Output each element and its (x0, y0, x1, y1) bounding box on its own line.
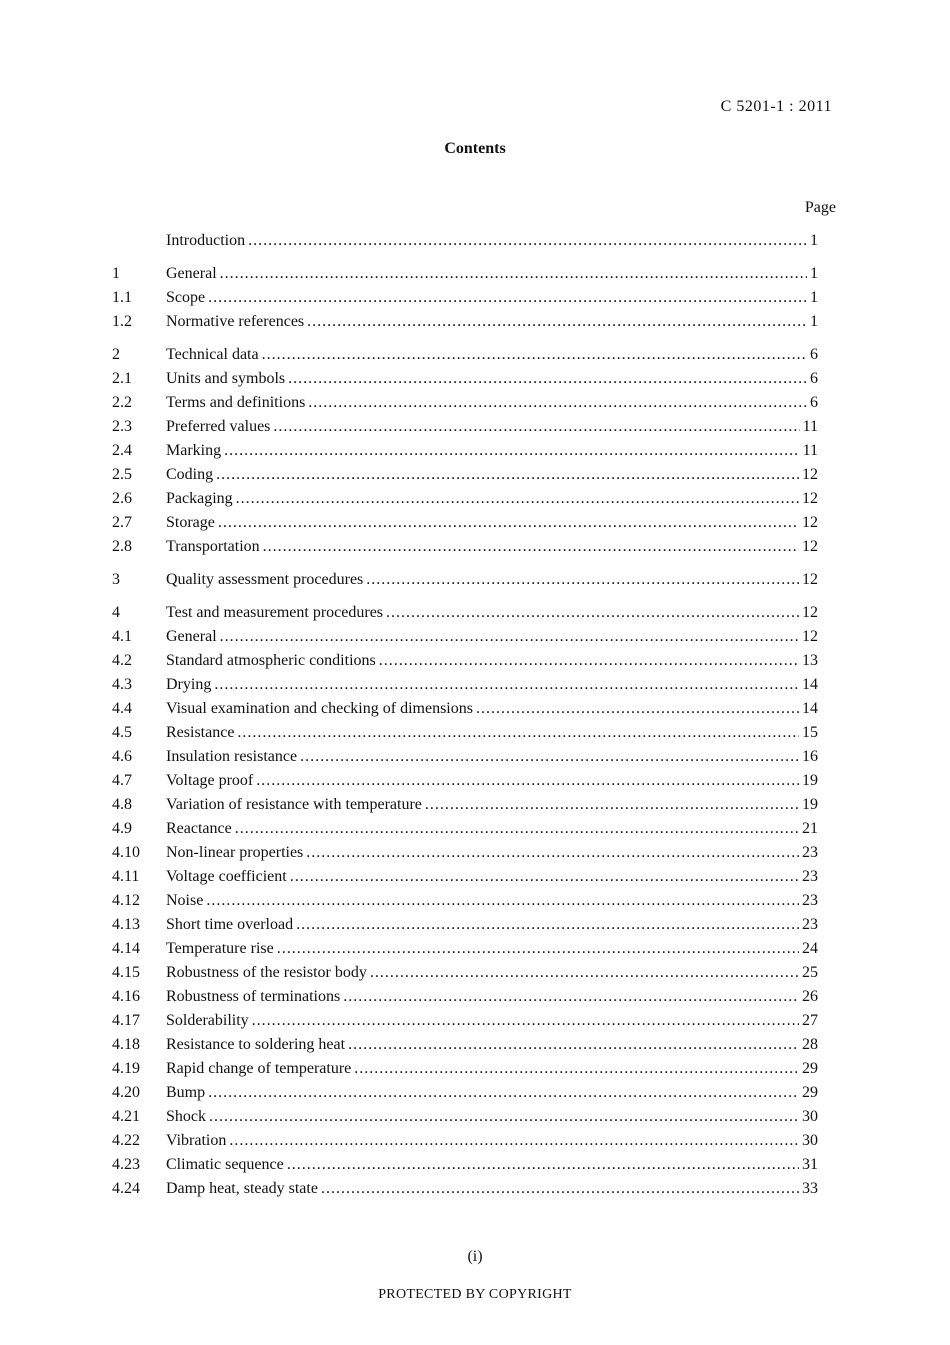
toc-entry[interactable] (112, 1153, 818, 1177)
toc-entry-title: Solderability (166, 1012, 249, 1029)
toc-entry[interactable] (112, 1177, 818, 1201)
toc-entry[interactable] (112, 865, 818, 889)
toc-entry-title: Rapid change of temperature (166, 1060, 352, 1077)
toc-entry-number: 4.16 (112, 988, 140, 1005)
footer-page-number: (i) (467, 1248, 483, 1265)
page-column-label: Page (804, 199, 836, 216)
toc-entry[interactable] (112, 817, 818, 841)
toc-entry[interactable] (112, 286, 818, 310)
toc-entry-title: Storage (166, 514, 215, 531)
dot-leader (386, 601, 799, 625)
dot-leader (235, 817, 799, 841)
toc-entry[interactable] (112, 367, 818, 391)
toc-entry[interactable] (112, 1033, 818, 1057)
toc-entry-title: Introduction (166, 232, 246, 249)
toc-entry-number: 1 (112, 265, 120, 282)
toc-entry-title: Insulation resistance (166, 748, 298, 765)
toc-entry-title: Reactance (166, 820, 232, 837)
dot-leader (277, 937, 799, 961)
toc-entry-page: 11 (802, 442, 818, 459)
toc-entry-page: 1 (810, 232, 818, 249)
dot-leader (218, 511, 799, 535)
toc-entry-number: 4.24 (112, 1180, 140, 1197)
toc-entry-title: Transportation (166, 538, 260, 555)
dot-leader (370, 961, 799, 985)
toc-entry[interactable] (112, 391, 818, 415)
dot-leader (220, 262, 807, 286)
toc-entry-page: 21 (802, 820, 818, 837)
toc-entry-page: 1 (810, 313, 818, 330)
dot-leader (262, 343, 807, 367)
dot-leader (208, 286, 807, 310)
toc-entry[interactable] (112, 841, 818, 865)
toc-entry-page: 23 (802, 844, 818, 861)
toc-entry-number: 4.4 (112, 700, 132, 717)
dot-leader (236, 487, 799, 511)
copyright-notice: PROTECTED BY COPYRIGHT (378, 1287, 572, 1302)
toc-entry-page: 29 (802, 1084, 818, 1101)
toc-entry-page: 19 (802, 772, 818, 789)
dot-leader (366, 568, 799, 592)
toc-entry-title: Coding (166, 466, 214, 483)
toc-entry-number: 4.5 (112, 724, 132, 741)
toc-entry-page: 33 (802, 1180, 818, 1197)
toc-entry[interactable] (112, 937, 818, 961)
toc-entry-page: 15 (802, 724, 818, 741)
toc-entry-number: 4.8 (112, 796, 132, 813)
dot-leader (343, 985, 799, 1009)
dot-leader (237, 721, 799, 745)
toc-entry-number: 4.21 (112, 1108, 140, 1125)
toc-entry[interactable] (112, 673, 818, 697)
dot-leader (379, 649, 799, 673)
toc-entry-title: Bump (166, 1084, 206, 1101)
toc-entry-number: 4.9 (112, 820, 132, 837)
dot-leader (273, 415, 799, 439)
toc-entry[interactable] (112, 535, 818, 559)
toc-entry-page: 28 (802, 1036, 818, 1053)
toc-entry-number: 4.12 (112, 892, 140, 909)
toc-entry[interactable] (112, 625, 818, 649)
toc-entry-page: 23 (802, 892, 818, 909)
toc-entry-title: Robustness of the resistor body (166, 964, 367, 981)
toc-entry-title: General (166, 265, 217, 282)
page-title: Contents (444, 140, 506, 157)
toc-entry-page: 30 (802, 1132, 818, 1149)
toc-entry-number: 2.5 (112, 466, 132, 483)
toc-entry-page: 11 (802, 418, 818, 435)
toc-entry[interactable] (112, 889, 818, 913)
toc-entry[interactable] (112, 511, 818, 535)
dot-leader (290, 865, 799, 889)
toc-entry-number: 4.11 (112, 868, 140, 885)
toc-entry-title: Standard atmospheric conditions (166, 652, 376, 669)
dot-leader (208, 1081, 799, 1105)
toc-entry-page: 16 (802, 748, 818, 765)
dot-leader (248, 229, 807, 253)
toc-entry[interactable] (112, 1081, 818, 1105)
toc-entry[interactable] (112, 568, 818, 592)
toc-entry-page: 12 (802, 466, 818, 483)
toc-entry[interactable] (112, 229, 818, 253)
toc-entry-title: Voltage coefficient (166, 868, 287, 885)
toc-entry-number: 1.1 (112, 289, 132, 306)
toc-entry-page: 13 (802, 652, 818, 669)
toc-entry-number: 1.2 (112, 313, 132, 330)
toc-entry[interactable] (112, 745, 818, 769)
toc-entry-number: 2.1 (112, 370, 132, 387)
toc-entry-page: 30 (802, 1108, 818, 1125)
toc-entry-title: General (166, 628, 217, 645)
toc-entry-page: 6 (810, 394, 818, 411)
toc-entry-number: 2.7 (112, 514, 132, 531)
toc-entry-title: Normative references (166, 313, 305, 330)
toc-entry-page: 19 (802, 796, 818, 813)
toc-entry-title: Packaging (166, 490, 233, 507)
dot-leader (229, 1129, 799, 1153)
dot-leader (256, 769, 799, 793)
toc-entry-page: 25 (802, 964, 818, 981)
toc-entry-number: 4.14 (112, 940, 140, 957)
toc-entry-number: 4.22 (112, 1132, 140, 1149)
toc-entry[interactable] (112, 961, 818, 985)
toc-entry[interactable] (112, 310, 818, 334)
toc-entry[interactable] (112, 415, 818, 439)
dot-leader (307, 310, 807, 334)
toc-entry-title: Short time overload (166, 916, 294, 933)
toc-entry-number: 4.20 (112, 1084, 140, 1101)
dot-leader (308, 391, 807, 415)
toc-entry[interactable] (112, 1105, 818, 1129)
toc-entry[interactable] (112, 601, 818, 625)
dot-leader (296, 913, 799, 937)
toc-entry[interactable] (112, 913, 818, 937)
toc-entry-page: 1 (810, 289, 818, 306)
toc-entry-page: 1 (810, 265, 818, 282)
toc-entry-page: 12 (802, 490, 818, 507)
toc-entry-page: 31 (802, 1156, 818, 1173)
toc-entry-title: Non-linear properties (166, 844, 304, 861)
toc-entry-title: Drying (166, 676, 212, 693)
toc-entry-page: 26 (802, 988, 818, 1005)
toc-entry-title: Test and measurement procedures (166, 604, 384, 621)
toc-entry-number: 4.1 (112, 628, 132, 645)
toc-entry-number: 4.3 (112, 676, 132, 693)
toc-entry-title: Shock (166, 1108, 206, 1125)
toc-entry-page: 6 (810, 370, 818, 387)
dot-leader (252, 1009, 799, 1033)
toc-entry-number: 4.19 (112, 1060, 140, 1077)
toc-entry-number: 4.18 (112, 1036, 140, 1053)
toc-entry-number: 4.7 (112, 772, 132, 789)
toc-entry-title: Voltage proof (166, 772, 254, 789)
toc-entry-number: 4.17 (112, 1012, 140, 1029)
dot-leader (220, 625, 799, 649)
dot-leader (476, 697, 799, 721)
toc-entry-title: Quality assessment procedures (166, 571, 364, 588)
toc-entry-page: 6 (810, 346, 818, 363)
dot-leader (288, 367, 807, 391)
toc-entry-page: 14 (802, 676, 818, 693)
toc-entry-page: 29 (802, 1060, 818, 1077)
toc-entry-page: 12 (802, 571, 818, 588)
dot-leader (354, 1057, 799, 1081)
toc-entry-title: Visual examination and checking of dimensions (166, 700, 473, 717)
toc-entry-number: 4.23 (112, 1156, 140, 1173)
toc-entry-number: 4.2 (112, 652, 132, 669)
toc-entry-title: Preferred values (166, 418, 271, 435)
toc-entry-title: Marking (166, 442, 222, 459)
toc-entry[interactable] (112, 697, 818, 721)
dot-leader (224, 439, 799, 463)
toc-entry-title: Scope (166, 289, 206, 306)
toc-entry-number: 4 (112, 604, 120, 621)
toc-entry[interactable] (112, 262, 818, 286)
toc-entry-number: 2.4 (112, 442, 132, 459)
table-of-contents (112, 229, 818, 1201)
toc-entry-number: 2 (112, 346, 120, 363)
toc-entry-page: 23 (802, 916, 818, 933)
toc-entry-title: Resistance to soldering heat (166, 1036, 346, 1053)
dot-leader (348, 1033, 799, 1057)
toc-entry[interactable] (112, 793, 818, 817)
toc-entry-title: Units and symbols (166, 370, 286, 387)
toc-entry-number: 2.3 (112, 418, 132, 435)
document-id: C 5201-1 : 2011 (720, 98, 832, 115)
toc-entry-page: 14 (802, 700, 818, 717)
toc-entry[interactable] (112, 1129, 818, 1153)
toc-entry-number: 4.15 (112, 964, 140, 981)
dot-leader (209, 1105, 799, 1129)
toc-entry-number: 4.6 (112, 748, 132, 765)
toc-entry-title: Resistance (166, 724, 235, 741)
toc-entry-number: 2.8 (112, 538, 132, 555)
toc-entry-page: 12 (802, 538, 818, 555)
toc-entry-page: 23 (802, 868, 818, 885)
toc-entry-title: Temperature rise (166, 940, 274, 957)
toc-entry-page: 12 (802, 604, 818, 621)
toc-entry-number: 4.13 (112, 916, 140, 933)
dot-leader (300, 745, 799, 769)
dot-leader (306, 841, 799, 865)
toc-entry[interactable] (112, 439, 818, 463)
toc-entry-title: Technical data (166, 346, 259, 363)
toc-entry-number: 3 (112, 571, 120, 588)
toc-entry[interactable] (112, 1009, 818, 1033)
toc-entry[interactable] (112, 721, 818, 745)
toc-entry-title: Terms and definitions (166, 394, 306, 411)
toc-entry[interactable] (112, 487, 818, 511)
toc-entry[interactable] (112, 1057, 818, 1081)
toc-entry-title: Noise (166, 892, 204, 909)
toc-entry-title: Damp heat, steady state (166, 1180, 318, 1197)
toc-entry-title: Variation of resistance with temperature (166, 796, 422, 813)
toc-entry-page: 12 (802, 514, 818, 531)
toc-entry[interactable] (112, 769, 818, 793)
dot-leader (216, 463, 799, 487)
toc-entry-page: 12 (802, 628, 818, 645)
dot-leader (425, 793, 799, 817)
dot-leader (287, 1153, 799, 1177)
toc-entry-number: 2.2 (112, 394, 132, 411)
toc-entry[interactable] (112, 343, 818, 367)
toc-entry[interactable] (112, 985, 818, 1009)
toc-entry-page: 27 (802, 1012, 818, 1029)
toc-entry-page: 24 (802, 940, 818, 957)
toc-entry-title: Robustness of terminations (166, 988, 341, 1005)
dot-leader (321, 1177, 799, 1201)
dot-leader (206, 889, 799, 913)
toc-entry[interactable] (112, 649, 818, 673)
dot-leader (263, 535, 799, 559)
toc-entry-title: Climatic sequence (166, 1156, 284, 1173)
toc-entry-title: Vibration (166, 1132, 227, 1149)
toc-entry-number: 4.10 (112, 844, 140, 861)
dot-leader (214, 673, 799, 697)
toc-entry[interactable] (112, 463, 818, 487)
toc-entry-number: 2.6 (112, 490, 132, 507)
